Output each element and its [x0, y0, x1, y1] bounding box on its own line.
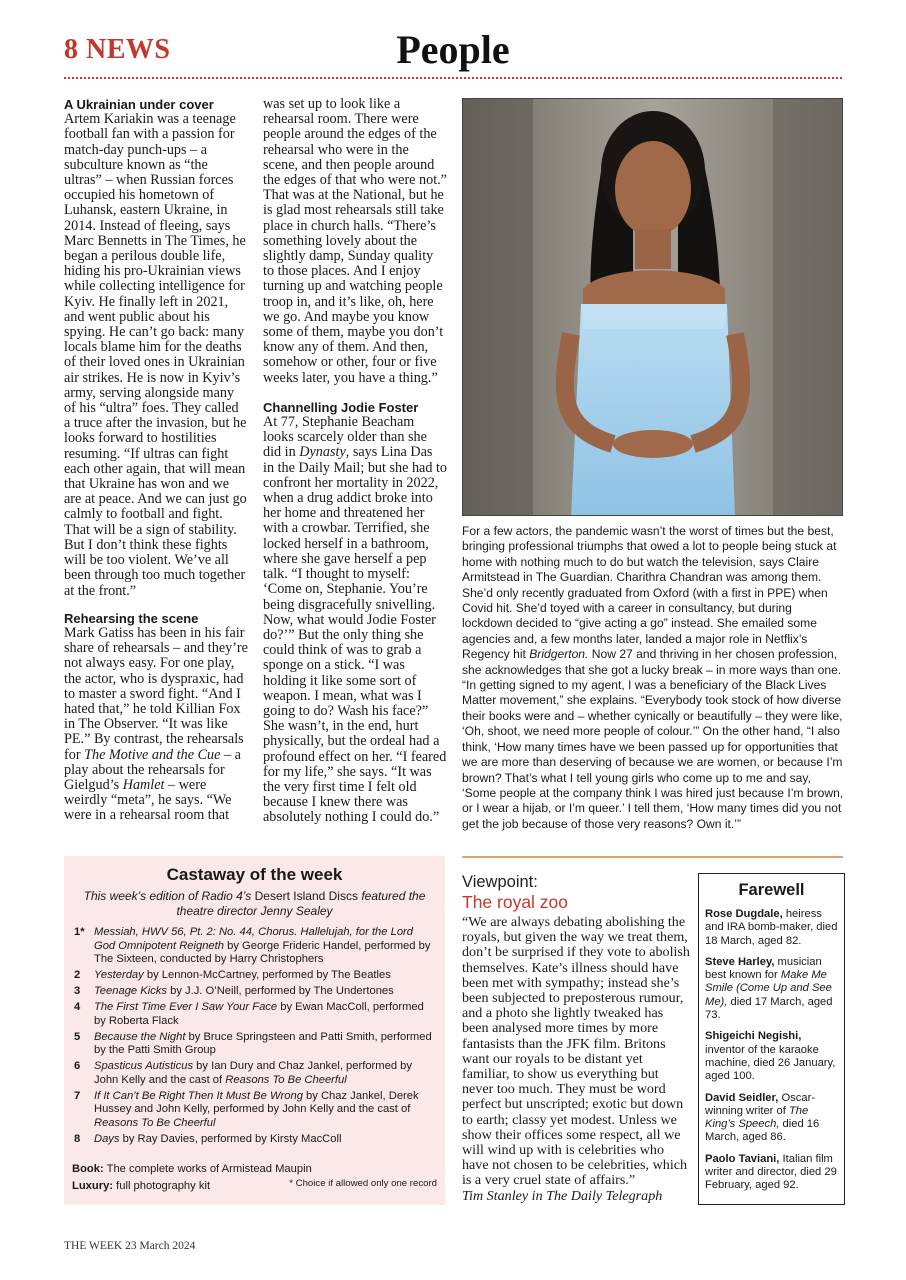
castaway-footer — [72, 1161, 437, 1195]
castaway-title: Castaway of the week — [166, 865, 343, 884]
article-body-rehearsing: Mark Gatiss has been in his fair share of rehearsals – and they’re not always easy. For one play, the actor, who is dyspraxic, had to master a sword fight. “And I hated that,” he told Killian Fox in The Observer. “It was like PE.” By contrast, the rehearsals for The Motive and the Cue – a play about the rehearsals for Gielgud’s Hamlet – were weirdly “meta”, he says. “We were in a rehearsal room that — [64, 624, 248, 824]
article-body-ukrainian: Artem Kariakin was a teenage football fan with a passion for match-day punch-ups – a subculture known as “the ultras” – when Russian forces occupied his hometown of Luhansk, eastern Ukraine, in 2014. Instead of fleeing, says Marc Bennetts in The Times, he began a perilous double life, hiding his pro-Ukrainian views while collecting intelligence for Kyiv. He finally left in 2021, and went public about his spying. He can’t go back: many locals blame him for the deaths of their loved ones in Ukrainian air strikes. He is now in Kyiv’s army, serving alongside many of his “ultra” foes. They called a truce after the invasion, but he looks forward to hostilities resuming. “If ultras can fight each other again, that will mean that Ukraine has won and we are at peace. And we can just go calmly to football and fight. That will be a sign of stability. But I don’t think these fights will be too violent. We’ve all been through too much together at the front.” — [64, 111, 247, 599]
farewell-entry: Rose Dugdale, heiress and IRA bomb-maker, died 18 March, aged 82. — [705, 908, 838, 947]
farewell-entry: Paolo Taviani, Italian film writer and director, died 29 February, aged 92. — [705, 1152, 837, 1192]
track-item: 5 Because the Night by Bruce Springsteen and Patti Smith, performed by the Patti Smith Group — [74, 1030, 432, 1057]
castaway-book: Book: The complete works of Armistead Maupin — [72, 1163, 312, 1175]
track-item: 1* Messiah, HWV 56, Pt. 2: No. 44, Chorus. Hallelujah, for the Lord God Omnipotent Reigneth by George Frideric Handel, performed by The Sixteen, conducted by Harry Christophers — [74, 926, 431, 966]
farewell-title: Farewell — [738, 881, 805, 899]
article-body-rehearsing-continued: was set up to look like a rehearsal room. There were people around the edges of the rehearsal who were in the scene, and then people around the edges of that who were not.” That was at the National, but he is glad most rehearsals still take place in church halls. “There’s something lovely about the slightly damp, Sunday quality to those places. And I enjoy turning up and watching people troop in, and it’s like, oh, here we go. And maybe you know some of them, maybe you don’t know any of them. And then, somehow or other, four or five weeks later, you have a thing.” — [263, 96, 447, 386]
farewell-box — [698, 873, 845, 1205]
castaway-box — [64, 856, 445, 1205]
page-number: 8 — [64, 34, 79, 65]
castaway-luxury: Luxury: full photography kit — [72, 1180, 211, 1192]
rehearsing-continuation-spacer — [263, 97, 447, 386]
article-body-jodie: At 77, Stephanie Beacham looks scarcely older than she did in Dynasty, says Lina Das in the Daily Mail; but she had to confront her mortality in 2022, when a drug addict broke into her home and threatened her with a crowbar. Terrified, she locked herself in a bathroom, where she gave herself a pep talk. “I thought to myself: ‘Come on, Stephanie. You’re being disgracefully snivelling. Now, what would Jodie Foster do?’” But the only thing she could think of was to grab a sponge on a stick. “I was holding it like some sort of weapon. I mean, what was I going to do? Wash his face?” She wasn’t, in the end, hurt physically, but the ordeal had a profound effect on her. “I feared for my life,” she says. “It was the very first time I felt old because I knew there was absolutely nothing I could do.” — [263, 414, 448, 826]
article-heading-ukrainian: A Ukrainian under cover — [64, 97, 214, 112]
track-item: 6 Spasticus Autisticus by Ian Dury and Chaz Jankel, performed by John Kelly and the cast of Reasons To Be Cheerful — [74, 1060, 412, 1086]
portrait-photo — [462, 98, 843, 516]
article-heading-jodie: Channelling Jodie Foster — [263, 399, 419, 415]
castaway-intro: This week’s edition of Radio 4’s Desert Island Discs featured the theatre director Jenny Sealey — [83, 889, 426, 918]
viewpoint-credit: Tim Stanley in The Daily Telegraph — [462, 1187, 663, 1204]
viewpoint-body: “We are always debating abolishing the royals, but given the way we treat them, don’t be surprised if they vote to abolish themselves. Kate’s illness should have been met with sympathy; instead she’s been subjected to preposterous rumour, and a photo she lightly tweaked has been analysed more times by more fantasists than the JFK film. Britons want our royals to be distant yet familiar, to show us everything but never too much. They must be word perfect but unscripted; exotic but down to earth; classy yet modest. Unless we show their offices some respect, all we will wind up with is celebrities who have not chosen to be celebrities, which is a very cruel state of affairs.” — [462, 914, 690, 1189]
track-item: 3 Teenage Kicks by J.J. O’Neill, performed by The Undertones — [74, 985, 394, 998]
caption-divider — [462, 856, 843, 858]
farewell-entry: David Seidler, Oscar-winning writer of The King’s Speech, died 16 March, aged 86. — [705, 1091, 820, 1144]
section-name: NEWS — [86, 34, 171, 65]
castaway-note: * Choice if allowed only one record — [289, 1178, 437, 1189]
track-item: 2 Yesterday by Lennon-McCartney, performed by The Beatles — [74, 969, 391, 982]
viewpoint-label: Viewpoint: — [462, 873, 538, 891]
viewpoint-article — [462, 872, 690, 1204]
header-divider — [64, 77, 842, 79]
track-list — [74, 926, 435, 1147]
photo-caption: For a few actors, the pandemic wasn’t the worst of times but the best, bringing professional triumphs that owed a lot to people being stuck at home with nothing much to do but watch the television, says Claire Armitstead in The Guardian. Charithra Chandran was among them. She’d only recently graduated from Oxford (with a first in PPE) when Covid hit. She’d toyed with a career in consultancy, but during lockdown decided to “give acting a go” instead. She emailed some agencies and, a few months later, landed a major role in Netflix’s Regency hit Bridgerton. Now 27 and thriving in her chosen profession, she acknowledges that she got a lucky break – in more ways than one. “In getting signed to my agent, I was a beneficiary of the Black Lives Matter movement,” she explains. “Everybody took stock of how diverse their books were and – whether cynically or beautifully – they were like, ‘Oh, shoot, we need more people of colour.’” On the other hand, “I also think, ‘How many times have we been passed up for opportunities that we are more than deserving of because we are women, or because I’m brown? That’s what I tell young girls who come up to me and say, ‘Some people at the company think I was hired just because I’m brown, or I wear a hijab, or I’m queer.’ I tell them, ‘How many times did you not get the job because of those very reasons? Own it.’” — [462, 524, 844, 831]
article-heading-rehearsing: Rehearsing the scene — [64, 610, 199, 626]
page-title: People — [396, 27, 510, 72]
farewell-entry: Shigeichi Negishi, inventor of the karaoke machine, died 26 January, aged 100. — [705, 1030, 836, 1083]
track-item: 4 The First Time Ever I Saw Your Face by Ewan MacColl, performed by Roberta Flack — [74, 1001, 424, 1027]
column-middle — [263, 97, 447, 826]
portrait-illustration — [463, 99, 843, 516]
track-item: 8 Days by Ray Davies, performed by Kirsty MacColl — [74, 1133, 342, 1146]
track-item: 7 If It Can’t Be Right Then It Must Be Wrong by Chaz Jankel, Derek Hussey and John Kelly, performed by John Kelly and the cast of Reasons To Be Cheerful — [74, 1089, 419, 1130]
farewell-entry: Steve Harley, musician best known for Make Me Smile (Come Up and See Me), died 17 March, aged 73. — [705, 955, 833, 1022]
viewpoint-title: The royal zoo — [462, 892, 569, 912]
column-left — [64, 97, 248, 824]
page-footer: THE WEEK 23 March 2024 — [64, 1240, 196, 1252]
